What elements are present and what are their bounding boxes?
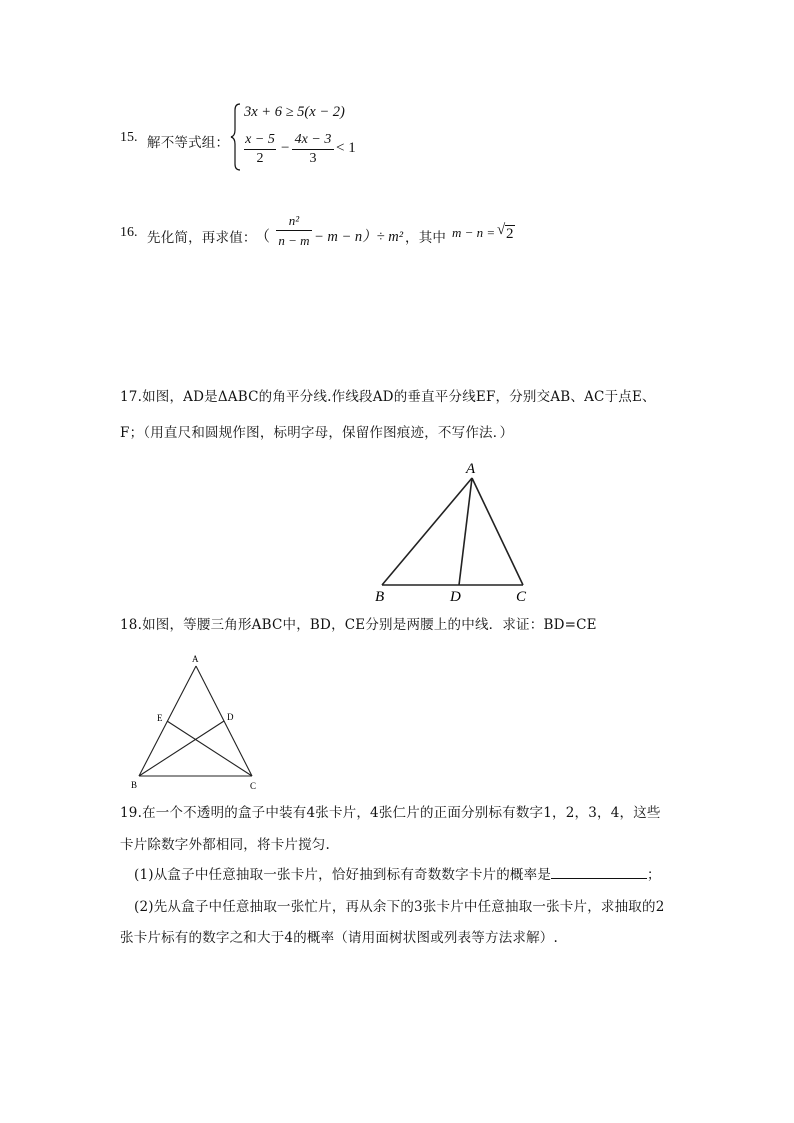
q19-part1 [134, 863, 661, 883]
q18-label-b: B [131, 780, 138, 790]
q16-open-paren: （ [255, 229, 271, 245]
q17-label-c: C [516, 589, 527, 605]
q15-frac2-num: 4x − 3 [294, 132, 332, 147]
q16-condition-prefix: ，其中 [405, 230, 447, 246]
q18-segment-bd [139, 721, 224, 776]
q18-triangle-figure [125, 650, 265, 790]
question-17 [0, 375, 794, 605]
q16-frac-den: n − m [278, 233, 310, 248]
q15-minus: − [281, 140, 290, 156]
q17-line1: 17.如图，AD是ΔABC的角平分线.作线段AD的垂直平分线EF，分别交AB、AC于点E、 [120, 389, 656, 405]
q18-line1: 18.如图，等腰三角形ABC中，BD，CE分别是两腰上的中线．求证：BD=CE [120, 617, 597, 633]
q16-condition-expr: m − n = [452, 225, 496, 240]
q16-sqrt-value: 2 [506, 226, 514, 242]
q17-label-a: A [466, 461, 476, 477]
q15-ineq1: 3x + 6 ≥ 5(x − 2) [244, 104, 345, 120]
question-15 [0, 0, 794, 180]
q18-label-c: C [250, 781, 257, 790]
q15-number: 15. [120, 130, 138, 145]
q19-line2: 卡片除数字外都相同，将卡片搅匀. [120, 837, 330, 853]
q16-number: 16. [120, 225, 138, 240]
q19-part2-line1: (2)先从盒子中任意抽取一张忙片，再从余下的3张卡片中任意抽取一张卡片，求抽取的2 [134, 899, 665, 915]
q19-part1-suffix: ； [647, 867, 661, 883]
q19-part1-text: (1)从盒子中任意抽取一张卡片，恰好抽到标有奇数数字卡片的概率是 [134, 867, 552, 883]
q17-triangle-figure [370, 458, 540, 608]
q16-frac-bar [276, 230, 312, 231]
q16-fraction [276, 213, 312, 248]
q15-brace [230, 102, 242, 172]
q15-frac2-den: 3 [309, 151, 317, 166]
q16-frac-num: n² [288, 213, 300, 228]
q16-prompt: 先化简，再求值： [147, 230, 257, 246]
q15-tail: < 1 [336, 140, 356, 156]
q15-frac1-den: 2 [256, 151, 264, 166]
q18-label-a: A [192, 654, 199, 664]
question-16 [0, 200, 794, 260]
q16-middle-expr: − m − n）÷ m² [314, 229, 404, 245]
q17-segment-ad [459, 478, 472, 585]
q15-frac2 [292, 132, 334, 167]
q18-triangle [139, 666, 252, 776]
q15-prompt: 解不等式组： [147, 135, 230, 151]
q17-triangle [382, 478, 523, 585]
q18-label-d: D [227, 712, 234, 722]
q16-sqrt-symbol: √ [497, 222, 506, 238]
q19-line1: 19.在一个不透明的盒子中装有4张卡片，4张仁片的正面分别标有数字1，2，3，4，这些 [120, 805, 661, 821]
q15-frac1 [244, 132, 276, 167]
q18-label-e: E [157, 713, 163, 723]
q19-part2-line2: 张卡片标有的数字之和大于4的概率（请用面树状图或列表等方法求解）. [120, 930, 558, 946]
question-18 [0, 605, 794, 795]
q15-frac1-num: x − 5 [245, 132, 275, 147]
q18-segment-ce [167, 721, 252, 776]
q15-frac2-bar [292, 149, 334, 150]
question-19 [0, 795, 794, 955]
q17-label-b: B [375, 589, 385, 605]
q19-answer-blank[interactable] [551, 866, 647, 879]
q15-frac1-bar [244, 149, 276, 150]
q17-line2: F；（用直尺和圆规作图，标明字母，保留作图痕迹，不写作法．） [120, 425, 514, 441]
q17-label-d: D [450, 589, 461, 605]
